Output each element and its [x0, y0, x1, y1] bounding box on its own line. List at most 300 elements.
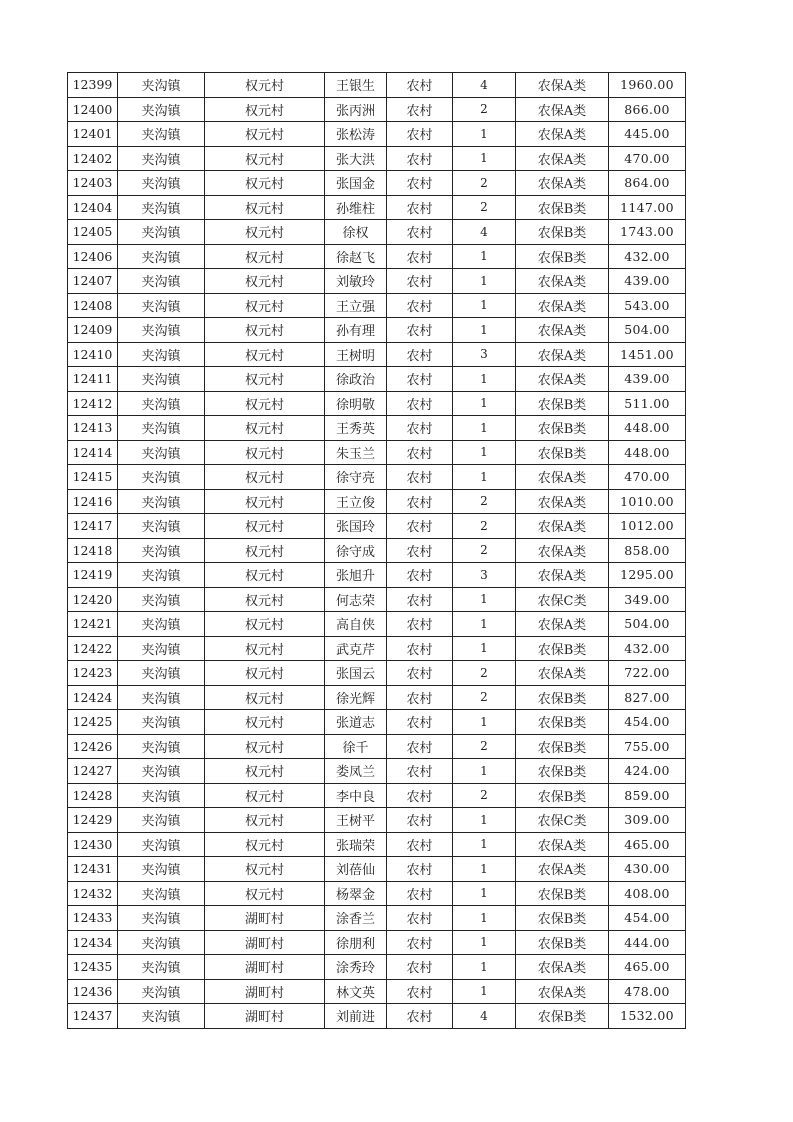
table-row — [68, 293, 686, 318]
household-type-cell: 农村 — [387, 759, 453, 784]
row-number-cell: 12428 — [68, 783, 118, 808]
village-cell: 权元村 — [205, 146, 325, 171]
amount-cell: 448.00 — [609, 440, 686, 465]
household-type-cell: 农村 — [387, 955, 453, 980]
amount-cell: 1743.00 — [609, 220, 686, 245]
row-number-cell: 12413 — [68, 416, 118, 441]
town-cell: 夹沟镇 — [118, 734, 205, 759]
household-type-cell: 农村 — [387, 367, 453, 392]
household-type-cell: 农村 — [387, 146, 453, 171]
amount-cell: 1451.00 — [609, 342, 686, 367]
household-type-cell: 农村 — [387, 195, 453, 220]
row-number-cell: 12436 — [68, 979, 118, 1004]
village-cell: 权元村 — [205, 881, 325, 906]
village-cell: 权元村 — [205, 195, 325, 220]
household-type-cell: 农村 — [387, 440, 453, 465]
person-name-cell: 张大洪 — [325, 146, 387, 171]
row-number-cell: 12424 — [68, 685, 118, 710]
village-cell: 权元村 — [205, 857, 325, 882]
town-cell: 夹沟镇 — [118, 416, 205, 441]
amount-cell: 1147.00 — [609, 195, 686, 220]
amount-cell: 1960.00 — [609, 73, 686, 98]
amount-cell: 864.00 — [609, 171, 686, 196]
family-size-cell: 1 — [453, 808, 516, 833]
family-size-cell: 1 — [453, 955, 516, 980]
village-cell: 权元村 — [205, 587, 325, 612]
person-name-cell: 王秀英 — [325, 416, 387, 441]
row-number-cell: 12412 — [68, 391, 118, 416]
amount-cell: 408.00 — [609, 881, 686, 906]
town-cell: 夹沟镇 — [118, 563, 205, 588]
row-number-cell: 12410 — [68, 342, 118, 367]
insurance-category-cell: 农保B类 — [516, 710, 609, 735]
table-row — [68, 318, 686, 343]
family-size-cell: 2 — [453, 514, 516, 539]
town-cell: 夹沟镇 — [118, 342, 205, 367]
table-row — [68, 146, 686, 171]
table-row — [68, 244, 686, 269]
insurance-category-cell: 农保A类 — [516, 538, 609, 563]
person-name-cell: 王银生 — [325, 73, 387, 98]
row-number-cell: 12433 — [68, 906, 118, 931]
row-number-cell: 12401 — [68, 122, 118, 147]
table-row — [68, 440, 686, 465]
town-cell: 夹沟镇 — [118, 587, 205, 612]
person-name-cell: 王树平 — [325, 808, 387, 833]
family-size-cell: 1 — [453, 710, 516, 735]
town-cell: 夹沟镇 — [118, 857, 205, 882]
table-row — [68, 195, 686, 220]
insurance-category-cell: 农保A类 — [516, 979, 609, 1004]
insurance-category-cell: 农保B类 — [516, 1004, 609, 1029]
table-row — [68, 881, 686, 906]
insurance-category-cell: 农保A类 — [516, 857, 609, 882]
household-type-cell: 农村 — [387, 857, 453, 882]
household-type-cell: 农村 — [387, 465, 453, 490]
insurance-category-cell: 农保A类 — [516, 489, 609, 514]
town-cell: 夹沟镇 — [118, 122, 205, 147]
insurance-category-cell: 农保B类 — [516, 783, 609, 808]
village-cell: 权元村 — [205, 269, 325, 294]
amount-cell: 1532.00 — [609, 1004, 686, 1029]
person-name-cell: 王立强 — [325, 293, 387, 318]
family-size-cell: 1 — [453, 636, 516, 661]
table-row — [68, 955, 686, 980]
amount-cell: 511.00 — [609, 391, 686, 416]
town-cell: 夹沟镇 — [118, 73, 205, 98]
table-row — [68, 122, 686, 147]
row-number-cell: 12431 — [68, 857, 118, 882]
table-row — [68, 661, 686, 686]
row-number-cell: 12432 — [68, 881, 118, 906]
family-size-cell: 2 — [453, 734, 516, 759]
town-cell: 夹沟镇 — [118, 661, 205, 686]
table-row — [68, 489, 686, 514]
amount-cell: 504.00 — [609, 318, 686, 343]
table-row — [68, 979, 686, 1004]
town-cell: 夹沟镇 — [118, 808, 205, 833]
town-cell: 夹沟镇 — [118, 783, 205, 808]
row-number-cell: 12435 — [68, 955, 118, 980]
family-size-cell: 1 — [453, 416, 516, 441]
person-name-cell: 刘敏玲 — [325, 269, 387, 294]
person-name-cell: 娄凤兰 — [325, 759, 387, 784]
household-type-cell: 农村 — [387, 979, 453, 1004]
family-size-cell: 1 — [453, 122, 516, 147]
amount-cell: 543.00 — [609, 293, 686, 318]
amount-cell: 349.00 — [609, 587, 686, 612]
household-type-cell: 农村 — [387, 538, 453, 563]
row-number-cell: 12408 — [68, 293, 118, 318]
household-type-cell: 农村 — [387, 269, 453, 294]
town-cell: 夹沟镇 — [118, 220, 205, 245]
family-size-cell: 4 — [453, 73, 516, 98]
family-size-cell: 1 — [453, 440, 516, 465]
row-number-cell: 12429 — [68, 808, 118, 833]
village-cell: 权元村 — [205, 391, 325, 416]
village-cell: 权元村 — [205, 342, 325, 367]
insurance-category-cell: 农保A类 — [516, 318, 609, 343]
person-name-cell: 朱玉兰 — [325, 440, 387, 465]
amount-cell: 444.00 — [609, 930, 686, 955]
person-name-cell: 张松涛 — [325, 122, 387, 147]
village-cell: 权元村 — [205, 489, 325, 514]
table-row — [68, 391, 686, 416]
table-row — [68, 220, 686, 245]
village-cell: 权元村 — [205, 514, 325, 539]
person-name-cell: 王树明 — [325, 342, 387, 367]
village-cell: 权元村 — [205, 318, 325, 343]
insurance-category-cell: 农保B类 — [516, 759, 609, 784]
row-number-cell: 12411 — [68, 367, 118, 392]
amount-cell: 445.00 — [609, 122, 686, 147]
insurance-category-cell: 农保A类 — [516, 955, 609, 980]
row-number-cell: 12415 — [68, 465, 118, 490]
village-cell: 权元村 — [205, 122, 325, 147]
village-cell: 权元村 — [205, 661, 325, 686]
insurance-category-cell: 农保A类 — [516, 514, 609, 539]
row-number-cell: 12407 — [68, 269, 118, 294]
row-number-cell: 12406 — [68, 244, 118, 269]
family-size-cell: 1 — [453, 587, 516, 612]
family-size-cell: 1 — [453, 906, 516, 931]
row-number-cell: 12416 — [68, 489, 118, 514]
household-type-cell: 农村 — [387, 416, 453, 441]
row-number-cell: 12404 — [68, 195, 118, 220]
row-number-cell: 12427 — [68, 759, 118, 784]
table-row — [68, 465, 686, 490]
person-name-cell: 张国金 — [325, 171, 387, 196]
household-type-cell: 农村 — [387, 832, 453, 857]
village-cell: 权元村 — [205, 171, 325, 196]
household-type-cell: 农村 — [387, 171, 453, 196]
row-number-cell: 12419 — [68, 563, 118, 588]
household-type-cell: 农村 — [387, 906, 453, 931]
village-cell: 权元村 — [205, 73, 325, 98]
family-size-cell: 2 — [453, 685, 516, 710]
insurance-category-cell: 农保B类 — [516, 881, 609, 906]
insurance-category-cell: 农保B类 — [516, 906, 609, 931]
amount-cell: 309.00 — [609, 808, 686, 833]
person-name-cell: 徐朋利 — [325, 930, 387, 955]
household-type-cell: 农村 — [387, 636, 453, 661]
town-cell: 夹沟镇 — [118, 881, 205, 906]
insurance-category-cell: 农保B类 — [516, 195, 609, 220]
town-cell: 夹沟镇 — [118, 538, 205, 563]
row-number-cell: 12434 — [68, 930, 118, 955]
village-cell: 权元村 — [205, 783, 325, 808]
table-row — [68, 73, 686, 98]
town-cell: 夹沟镇 — [118, 465, 205, 490]
table-row — [68, 906, 686, 931]
table-row — [68, 857, 686, 882]
household-type-cell: 农村 — [387, 930, 453, 955]
row-number-cell: 12403 — [68, 171, 118, 196]
insurance-category-cell: 农保B类 — [516, 244, 609, 269]
town-cell: 夹沟镇 — [118, 979, 205, 1004]
insurance-category-cell: 农保A类 — [516, 171, 609, 196]
town-cell: 夹沟镇 — [118, 636, 205, 661]
amount-cell: 439.00 — [609, 367, 686, 392]
village-cell: 湖町村 — [205, 906, 325, 931]
table-row — [68, 171, 686, 196]
household-type-cell: 农村 — [387, 342, 453, 367]
table-row — [68, 612, 686, 637]
person-name-cell: 武克芹 — [325, 636, 387, 661]
table-row — [68, 342, 686, 367]
insurance-category-cell: 农保B类 — [516, 391, 609, 416]
town-cell: 夹沟镇 — [118, 612, 205, 637]
household-type-cell: 农村 — [387, 881, 453, 906]
insurance-category-cell: 农保B类 — [516, 734, 609, 759]
family-size-cell: 2 — [453, 783, 516, 808]
village-cell: 权元村 — [205, 440, 325, 465]
table-row — [68, 832, 686, 857]
amount-cell: 722.00 — [609, 661, 686, 686]
village-cell: 权元村 — [205, 538, 325, 563]
insurance-category-cell: 农保A类 — [516, 342, 609, 367]
village-cell: 权元村 — [205, 563, 325, 588]
person-name-cell: 徐光辉 — [325, 685, 387, 710]
town-cell: 夹沟镇 — [118, 269, 205, 294]
insurance-category-cell: 农保A类 — [516, 146, 609, 171]
table-row — [68, 734, 686, 759]
town-cell: 夹沟镇 — [118, 832, 205, 857]
row-number-cell: 12437 — [68, 1004, 118, 1029]
village-cell: 权元村 — [205, 367, 325, 392]
insurance-category-cell: 农保A类 — [516, 465, 609, 490]
row-number-cell: 12426 — [68, 734, 118, 759]
person-name-cell: 徐赵飞 — [325, 244, 387, 269]
person-name-cell: 徐守成 — [325, 538, 387, 563]
town-cell: 夹沟镇 — [118, 440, 205, 465]
family-size-cell: 1 — [453, 318, 516, 343]
table-row — [68, 685, 686, 710]
insurance-category-cell: 农保B类 — [516, 440, 609, 465]
amount-cell: 454.00 — [609, 710, 686, 735]
town-cell: 夹沟镇 — [118, 293, 205, 318]
row-number-cell: 12409 — [68, 318, 118, 343]
town-cell: 夹沟镇 — [118, 97, 205, 122]
person-name-cell: 张国玲 — [325, 514, 387, 539]
row-number-cell: 12418 — [68, 538, 118, 563]
person-name-cell: 孙维柱 — [325, 195, 387, 220]
table-row — [68, 367, 686, 392]
person-name-cell: 何志荣 — [325, 587, 387, 612]
family-size-cell: 2 — [453, 661, 516, 686]
town-cell: 夹沟镇 — [118, 244, 205, 269]
amount-cell: 504.00 — [609, 612, 686, 637]
village-cell: 湖町村 — [205, 1004, 325, 1029]
village-cell: 权元村 — [205, 832, 325, 857]
row-number-cell: 12421 — [68, 612, 118, 637]
insurance-category-cell: 农保C类 — [516, 808, 609, 833]
town-cell: 夹沟镇 — [118, 685, 205, 710]
town-cell: 夹沟镇 — [118, 391, 205, 416]
table-row — [68, 416, 686, 441]
household-type-cell: 农村 — [387, 563, 453, 588]
amount-cell: 1012.00 — [609, 514, 686, 539]
person-name-cell: 徐权 — [325, 220, 387, 245]
village-cell: 权元村 — [205, 759, 325, 784]
person-name-cell: 张丙洲 — [325, 97, 387, 122]
table-row — [68, 930, 686, 955]
family-size-cell: 1 — [453, 881, 516, 906]
row-number-cell: 12417 — [68, 514, 118, 539]
village-cell: 权元村 — [205, 465, 325, 490]
family-size-cell: 1 — [453, 979, 516, 1004]
row-number-cell: 12402 — [68, 146, 118, 171]
village-cell: 湖町村 — [205, 979, 325, 1004]
village-cell: 权元村 — [205, 244, 325, 269]
family-size-cell: 1 — [453, 367, 516, 392]
amount-cell: 470.00 — [609, 146, 686, 171]
table-row — [68, 269, 686, 294]
village-cell: 权元村 — [205, 710, 325, 735]
family-size-cell: 1 — [453, 269, 516, 294]
town-cell: 夹沟镇 — [118, 514, 205, 539]
amount-cell: 755.00 — [609, 734, 686, 759]
town-cell: 夹沟镇 — [118, 318, 205, 343]
family-size-cell: 1 — [453, 465, 516, 490]
household-type-cell: 农村 — [387, 122, 453, 147]
person-name-cell: 徐明敬 — [325, 391, 387, 416]
household-type-cell: 农村 — [387, 661, 453, 686]
amount-cell: 827.00 — [609, 685, 686, 710]
insurance-category-cell: 农保A类 — [516, 97, 609, 122]
person-name-cell: 涂香兰 — [325, 906, 387, 931]
village-cell: 权元村 — [205, 220, 325, 245]
town-cell: 夹沟镇 — [118, 930, 205, 955]
household-type-cell: 农村 — [387, 1004, 453, 1029]
row-number-cell: 12405 — [68, 220, 118, 245]
insurance-category-cell: 农保B类 — [516, 416, 609, 441]
person-name-cell: 李中良 — [325, 783, 387, 808]
person-name-cell: 王立俊 — [325, 489, 387, 514]
family-size-cell: 1 — [453, 612, 516, 637]
insurance-category-cell: 农保B类 — [516, 930, 609, 955]
family-size-cell: 3 — [453, 563, 516, 588]
town-cell: 夹沟镇 — [118, 955, 205, 980]
insurance-category-cell: 农保A类 — [516, 122, 609, 147]
family-size-cell: 2 — [453, 538, 516, 563]
insurance-category-cell: 农保A类 — [516, 367, 609, 392]
amount-cell: 470.00 — [609, 465, 686, 490]
family-size-cell: 2 — [453, 171, 516, 196]
table-row — [68, 710, 686, 735]
village-cell: 权元村 — [205, 685, 325, 710]
household-type-cell: 农村 — [387, 489, 453, 514]
row-number-cell: 12425 — [68, 710, 118, 735]
person-name-cell: 涂秀玲 — [325, 955, 387, 980]
amount-cell: 866.00 — [609, 97, 686, 122]
family-size-cell: 1 — [453, 930, 516, 955]
insurance-category-cell: 农保B类 — [516, 685, 609, 710]
town-cell: 夹沟镇 — [118, 146, 205, 171]
table-row — [68, 587, 686, 612]
village-cell: 权元村 — [205, 97, 325, 122]
village-cell: 湖町村 — [205, 955, 325, 980]
household-type-cell: 农村 — [387, 97, 453, 122]
person-name-cell: 高自侠 — [325, 612, 387, 637]
household-type-cell: 农村 — [387, 587, 453, 612]
person-name-cell: 林文英 — [325, 979, 387, 1004]
table-row — [68, 538, 686, 563]
household-type-cell: 农村 — [387, 293, 453, 318]
table-row — [68, 514, 686, 539]
family-size-cell: 2 — [453, 97, 516, 122]
household-type-cell: 农村 — [387, 514, 453, 539]
town-cell: 夹沟镇 — [118, 906, 205, 931]
person-name-cell: 徐守亮 — [325, 465, 387, 490]
town-cell: 夹沟镇 — [118, 759, 205, 784]
insurance-category-cell: 农保B类 — [516, 220, 609, 245]
amount-cell: 858.00 — [609, 538, 686, 563]
village-cell: 权元村 — [205, 636, 325, 661]
person-name-cell: 徐千 — [325, 734, 387, 759]
insurance-category-cell: 农保A类 — [516, 832, 609, 857]
table-row — [68, 759, 686, 784]
insurance-category-cell: 农保A类 — [516, 612, 609, 637]
amount-cell: 454.00 — [609, 906, 686, 931]
household-type-cell: 农村 — [387, 391, 453, 416]
amount-cell: 430.00 — [609, 857, 686, 882]
insurance-category-cell: 农保A类 — [516, 293, 609, 318]
insurance-category-cell: 农保A类 — [516, 661, 609, 686]
household-type-cell: 农村 — [387, 808, 453, 833]
amount-cell: 465.00 — [609, 955, 686, 980]
household-type-cell: 农村 — [387, 734, 453, 759]
household-type-cell: 农村 — [387, 612, 453, 637]
household-type-cell: 农村 — [387, 244, 453, 269]
amount-cell: 432.00 — [609, 636, 686, 661]
family-size-cell: 2 — [453, 489, 516, 514]
household-type-cell: 农村 — [387, 318, 453, 343]
insurance-category-cell: 农保A类 — [516, 73, 609, 98]
amount-cell: 1295.00 — [609, 563, 686, 588]
household-type-cell: 农村 — [387, 710, 453, 735]
town-cell: 夹沟镇 — [118, 195, 205, 220]
table-row — [68, 1004, 686, 1029]
row-number-cell: 12399 — [68, 73, 118, 98]
person-name-cell: 刘前进 — [325, 1004, 387, 1029]
village-cell: 湖町村 — [205, 930, 325, 955]
family-size-cell: 1 — [453, 391, 516, 416]
insurance-category-cell: 农保C类 — [516, 587, 609, 612]
insurance-category-cell: 农保A类 — [516, 269, 609, 294]
row-number-cell: 12430 — [68, 832, 118, 857]
table-row — [68, 808, 686, 833]
